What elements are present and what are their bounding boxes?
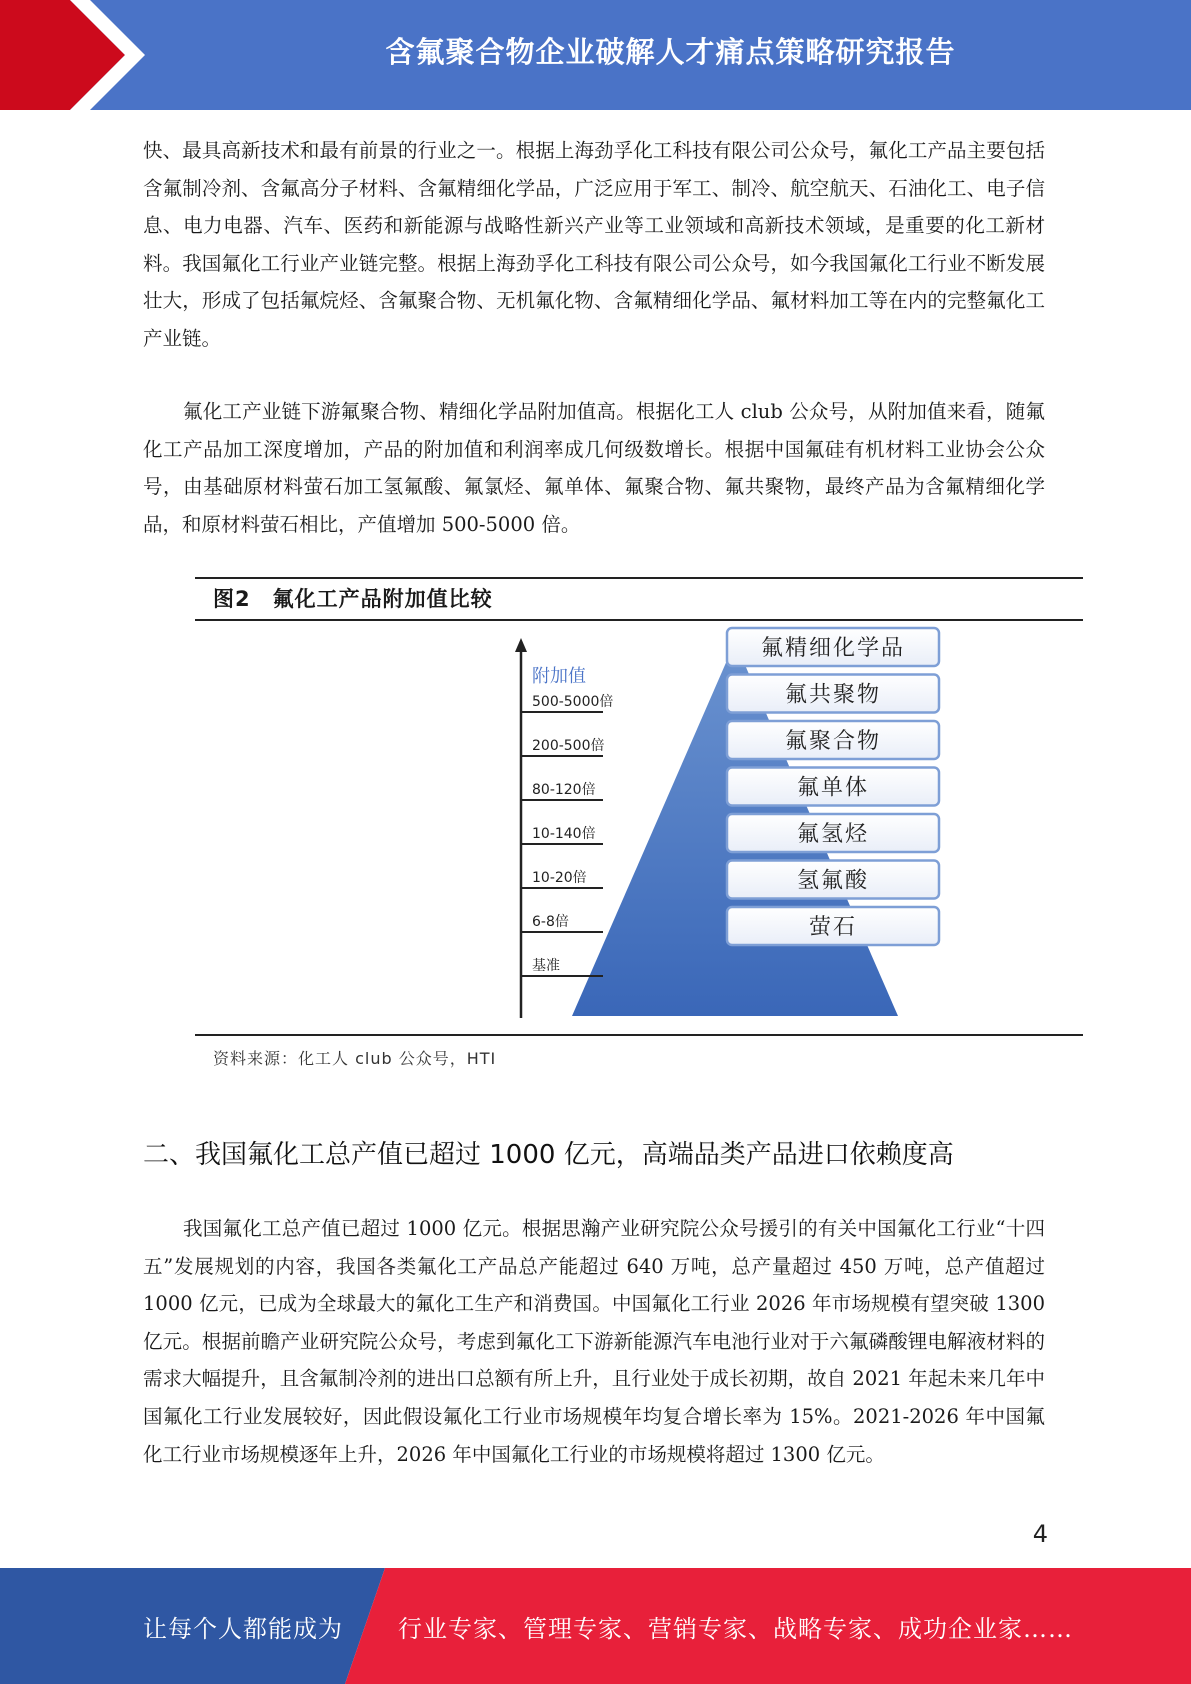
value-axis-arrow xyxy=(515,638,527,652)
value-tick-label: 200-500倍 xyxy=(532,738,605,754)
product-label: 萤石 xyxy=(808,915,858,940)
value-tick-label: 6-8倍 xyxy=(532,914,569,930)
header-band xyxy=(0,0,1191,110)
product-label: 氟共聚物 xyxy=(784,682,882,708)
figure-source: 资料来源：化工人 club 公众号，HTI xyxy=(213,1049,497,1068)
value-tick-group xyxy=(521,694,613,976)
product-label: 氟单体 xyxy=(796,775,870,801)
footer-slogan-left: 让每个人都能成为 xyxy=(143,1614,343,1643)
value-tick-label: 基准 xyxy=(532,958,560,974)
paragraph-industry-overview: 快、最具高新技术和最有前景的行业之一。根据上海劲孚化工科技有限公司公众号，氟化工产品主要包括含氟制冷剂、含氟高分子材料、含氟精细化学品，广泛应用于军工、制冷、航空航天、石油化工、电子信息、电力电器、汽车、医药和新能源与战略性新兴产业等工业领域和高新技术领域，是重要的化工新材料。我国氟化工行业产业链完整。根据上海劲孚化工科技有限公司公众号，如今我国氟化工行业不断发展壮大，形成了包括氟烷烃、含氟聚合物、无机氟化物、含氟精细化学品、氟材料加工等在内的完整氟化工产业链。 xyxy=(143,139,1045,350)
footer-banner xyxy=(0,1568,1191,1684)
product-label: 氟精细化学品 xyxy=(760,636,906,661)
value-added-pyramid-diagram xyxy=(195,620,1083,1034)
figure-bottom-rule xyxy=(195,1034,1083,1036)
product-box-group xyxy=(727,628,939,945)
value-tick-label: 500-5000倍 xyxy=(532,694,614,710)
header-chevron-decoration xyxy=(0,0,150,110)
figure-number: 图2 xyxy=(213,587,251,611)
product-label: 氢氟酸 xyxy=(796,868,870,894)
figure-top-rule xyxy=(195,577,1083,579)
figure-caption xyxy=(213,583,493,613)
footer-slogan-right: 行业专家、管理专家、营销专家、战略专家、成功企业家…… xyxy=(398,1614,1073,1643)
value-tick-label: 10-20倍 xyxy=(532,870,587,886)
product-label: 氟氢烃 xyxy=(796,822,870,847)
value-tick-label: 10-140倍 xyxy=(532,826,596,842)
value-tick-label: 80-120倍 xyxy=(532,782,596,798)
figure-title: 氟化工产品附加值比较 xyxy=(272,587,493,611)
paragraph-value-added: 氟化工产业链下游氟聚合物、精细化学品附加值高。根据化工人 club 公众号，从附加值来看，随氟化工产品加工深度增加，产品的附加值和利润率成几何级数增长。根据中国氟硅有机材料工业协会公众号，由基础原材料萤石加工氢氟酸、氟氯烃、氟单体、氟聚合物、氟共聚物，最终产品为含氟精细化学品，和原材料萤石相比，产值增加 500-5000 倍。 xyxy=(143,400,1045,536)
section-heading: 二、我国氟化工总产值已超过 1000 亿元，高端品类产品进口依赖度高 xyxy=(143,1140,954,1170)
value-axis-label: 附加值 xyxy=(532,666,586,687)
product-label: 氟聚合物 xyxy=(784,729,882,754)
report-title: 含氟聚合物企业破解人才痛点策略研究报告 xyxy=(385,34,956,69)
paragraph-output-value: 我国氟化工总产值已超过 1000 亿元。根据思瀚产业研究院公众号援引的有关中国氟化工行业“十四五”发展规划的内容，我国各类氟化工产品总产能超过 640 万吨，总产量超过 450 万吨，总产值超过 1000 亿元，已成为全球最大的氟化工生产和消费国。中国氟化工行业 2026 年市场规模有望突破 1300 亿元。根据前瞻产业研究院公众号，考虑到氟化工下游新能源汽车电池行业对于六氟磷酸锂电解液材料的需求大幅提升，且含氟制冷剂的进出口总额有所上升，且行业处于成长初期，故自 2021 年起未来几年中国氟化工行业发展较好，因此假设氟化工行业市场规模年均复合增长率为 15%。2021-2026 年中国氟化工行业市场规模逐年上升，2026 年中国氟化工行业的市场规模将超过 1300 亿元。 xyxy=(143,1217,1045,1466)
page-number: 4 xyxy=(1032,1520,1048,1548)
